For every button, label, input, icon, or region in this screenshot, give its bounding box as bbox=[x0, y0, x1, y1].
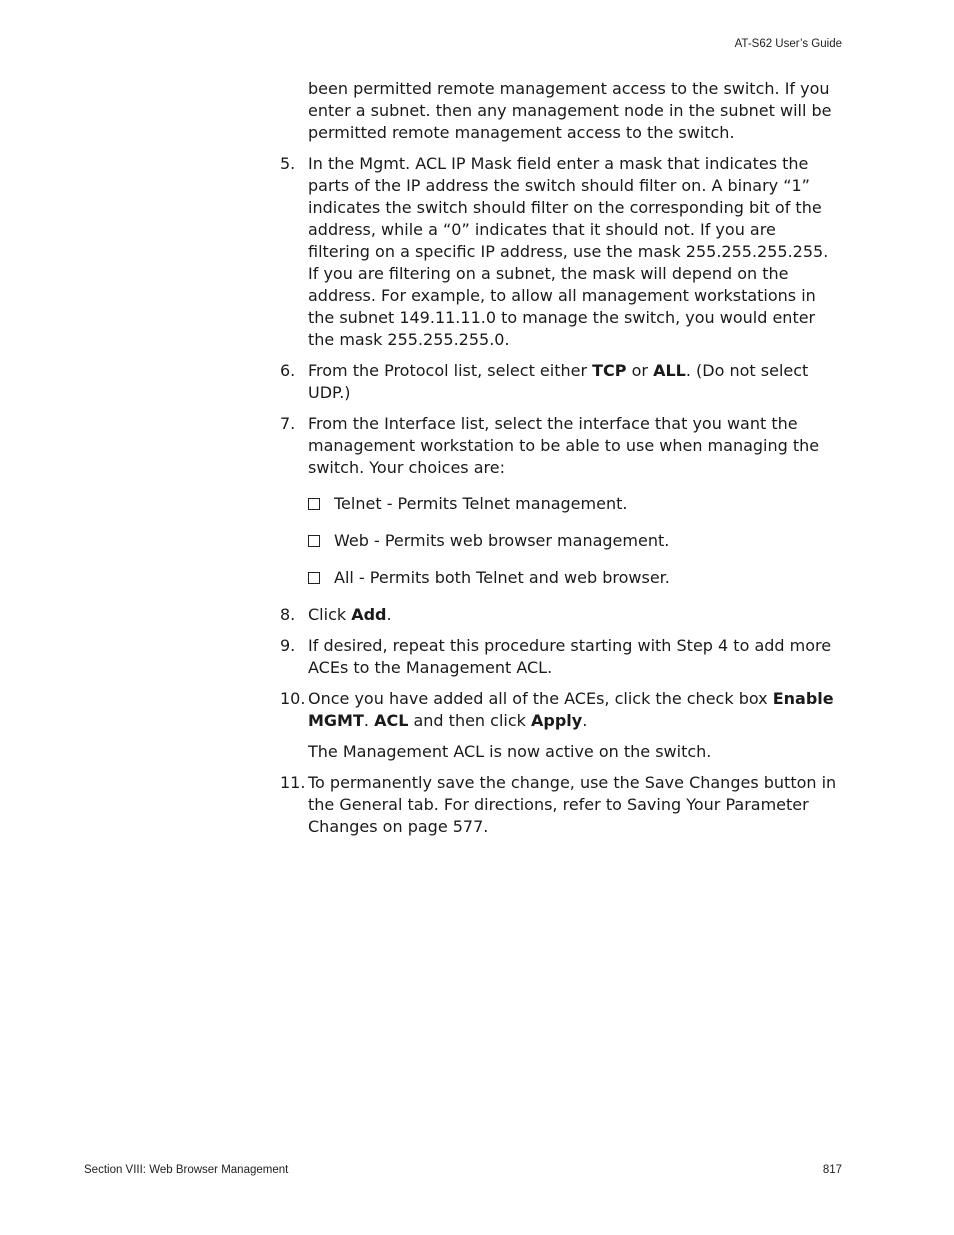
bold-term-tcp: TCP bbox=[592, 361, 627, 380]
step-7 bbox=[280, 413, 840, 479]
list-item-text: Web - Permits web browser management. bbox=[334, 531, 670, 550]
step-text: In the Mgmt. ACL IP Mask field enter a mask that indicates the parts of the IP address the switch should filter on. A binary “1” indicates the switch should filter on the corresponding bit of the address, while a “0” indicates that it should not. If you are filtering on a specific IP address, use the mask 255.255.255.255. If you are filtering on a subnet, the mask will depend on the address. For example, to allow all management workstations in the subnet 149.11.11.0 to manage the switch, you would enter the mask 255.255.255.0. bbox=[308, 154, 829, 349]
text-run: . bbox=[386, 605, 392, 624]
step-6 bbox=[280, 360, 840, 404]
step-5 bbox=[280, 153, 840, 351]
text-run: . (Do not select UDP.) bbox=[308, 361, 809, 402]
bold-term-acl: ACL bbox=[374, 711, 409, 730]
text-run: From the Protocol list, select either bbox=[308, 361, 593, 380]
step-text: To permanently save the change, use the Save Changes button in the General tab. For directions, refer to Saving Your Parameter Changes on page 577. bbox=[308, 773, 837, 836]
page-body bbox=[280, 78, 840, 847]
step-text bbox=[308, 688, 840, 732]
step-number: 11. bbox=[280, 773, 306, 792]
list-item bbox=[308, 493, 840, 515]
step-11 bbox=[280, 772, 840, 838]
step-number: 10. bbox=[280, 689, 306, 708]
checkbox-bullet-icon bbox=[308, 535, 320, 547]
step-number: 7. bbox=[280, 414, 296, 433]
step-text bbox=[308, 604, 840, 626]
step-text: If desired, repeat this procedure starting with Step 4 to add more ACEs to the Management ACL. bbox=[308, 636, 832, 677]
text-run: or bbox=[626, 361, 654, 380]
footer-section-title: Section VIII: Web Browser Management bbox=[84, 1164, 289, 1176]
step-number: 5. bbox=[280, 154, 296, 173]
list-item-text: All - Permits both Telnet and web browser. bbox=[334, 568, 670, 587]
list-item bbox=[308, 567, 840, 589]
step-number: 8. bbox=[280, 605, 296, 624]
interface-choices-list bbox=[308, 493, 840, 589]
text-run: . bbox=[363, 711, 375, 730]
checkbox-bullet-icon bbox=[308, 572, 320, 584]
text-run: . bbox=[582, 711, 588, 730]
step-10-note: The Management ACL is now active on the switch. bbox=[308, 742, 712, 761]
bold-term-all: ALL bbox=[653, 361, 686, 380]
list-item-text: Telnet - Permits Telnet management. bbox=[334, 494, 628, 513]
text-run: Once you have added all of the ACEs, click the check box bbox=[308, 689, 773, 708]
running-header: AT-S62 User’s Guide bbox=[734, 38, 842, 50]
text-run: Click bbox=[308, 605, 352, 624]
bold-term-enable-mgmt: Enable MGMT bbox=[308, 689, 834, 730]
step-8 bbox=[280, 604, 840, 626]
step-10 bbox=[280, 688, 840, 732]
intro-paragraph: been permitted remote management access to the switch. If you enter a subnet. then any management node in the subnet will be permitted remote management access to the switch. bbox=[308, 79, 832, 142]
page-number: 817 bbox=[822, 1164, 842, 1176]
step-text bbox=[308, 360, 840, 404]
step-text: From the Interface list, select the interface that you want the management workstation to be able to use when managing the switch. Your choices are: bbox=[308, 414, 820, 477]
step-9 bbox=[280, 635, 840, 679]
step-number: 6. bbox=[280, 361, 296, 380]
list-item bbox=[308, 530, 840, 552]
bold-term-add: Add bbox=[351, 605, 387, 624]
checkbox-bullet-icon bbox=[308, 498, 320, 510]
text-run: and then click bbox=[408, 711, 531, 730]
step-number: 9. bbox=[280, 636, 296, 655]
bold-term-apply: Apply bbox=[530, 711, 583, 730]
